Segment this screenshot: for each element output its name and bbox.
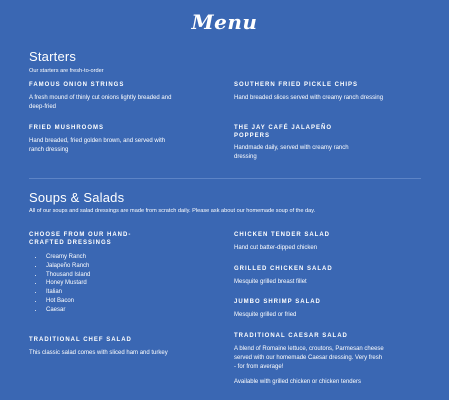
item-name: FAMOUS ONION STRINGS <box>29 82 125 88</box>
salad-item <box>29 337 169 358</box>
list-item: • Hot Bacon <box>44 297 90 306</box>
item-name: JUMBO SHRIMP SALAD <box>234 299 321 305</box>
item-name: SOUTHERN FRIED PICKLE CHIPS <box>234 82 359 88</box>
item-name: THE JAY CAFÉ JALAPEÑO POPPERS <box>234 125 333 139</box>
item-name: TRADITIONAL CAESAR SALAD <box>234 333 348 339</box>
item-desc: Handmade daily, served with creamy ranch dressing <box>234 145 349 160</box>
list-item: • Thousand Island <box>44 271 90 280</box>
soups-salads-subtitle: All of our soups and salad dressings are made from scratch daily. Please ask about our homemade soup of the day. <box>29 208 316 214</box>
item-desc: Hand breaded, fried golden brown, and served with ranch dressing <box>29 137 166 153</box>
starter-item <box>234 125 354 162</box>
starters-title: Starters <box>29 49 77 64</box>
item-desc: A fresh mound of thinly cut onions lightly breaded and deep-fried <box>29 94 172 110</box>
salad-item <box>234 266 384 287</box>
caesar-salad-note: Available with grilled chicken or chicken tenders <box>234 379 361 385</box>
item-desc: Hand breaded slices served with creamy ranch dressing <box>234 94 384 101</box>
list-item: • Creamy Ranch <box>44 253 90 262</box>
salad-item <box>234 232 384 253</box>
menu-title: Menu <box>191 10 258 34</box>
item-desc: Hand cut batter-dipped chicken <box>234 244 318 251</box>
starters-subtitle: Our starters are fresh-to-order <box>29 68 104 74</box>
item-desc: Mesquite grilled or fried <box>234 311 297 318</box>
item-name: FRIED MUSHROOMS <box>29 125 104 131</box>
dressings-list <box>34 253 90 314</box>
item-name: TRADITIONAL CHEF SALAD <box>29 337 132 343</box>
section-divider <box>29 178 421 179</box>
item-name: GRILLED CHICKEN SALAD <box>234 266 333 272</box>
starter-item <box>29 125 179 155</box>
list-item: • Italian <box>44 288 90 297</box>
item-desc: This classic salad comes with sliced ham and turkey <box>29 349 168 356</box>
list-item: • Jalapeño Ranch <box>44 262 90 271</box>
salad-item <box>234 333 384 372</box>
list-item: • Honey Mustard <box>44 279 90 288</box>
item-desc: A blend of Romaine lettuce, croutons, Parmesan cheese served with our homemade Caesar dressing. Very fresh - for from average! <box>234 345 384 370</box>
item-desc: Mesquite grilled breast fillet <box>234 278 307 285</box>
soups-salads-title: Soups & Salads <box>29 190 125 205</box>
starter-item <box>234 82 384 103</box>
dressings-block <box>29 232 149 247</box>
item-name: CHICKEN TENDER SALAD <box>234 232 331 238</box>
dressings-heading: CHOOSE FROM OUR HAND-CRAFTED DRESSINGS <box>29 232 132 246</box>
starter-item <box>29 82 179 112</box>
list-item: • Caesar <box>44 306 90 315</box>
salad-item <box>234 299 384 320</box>
